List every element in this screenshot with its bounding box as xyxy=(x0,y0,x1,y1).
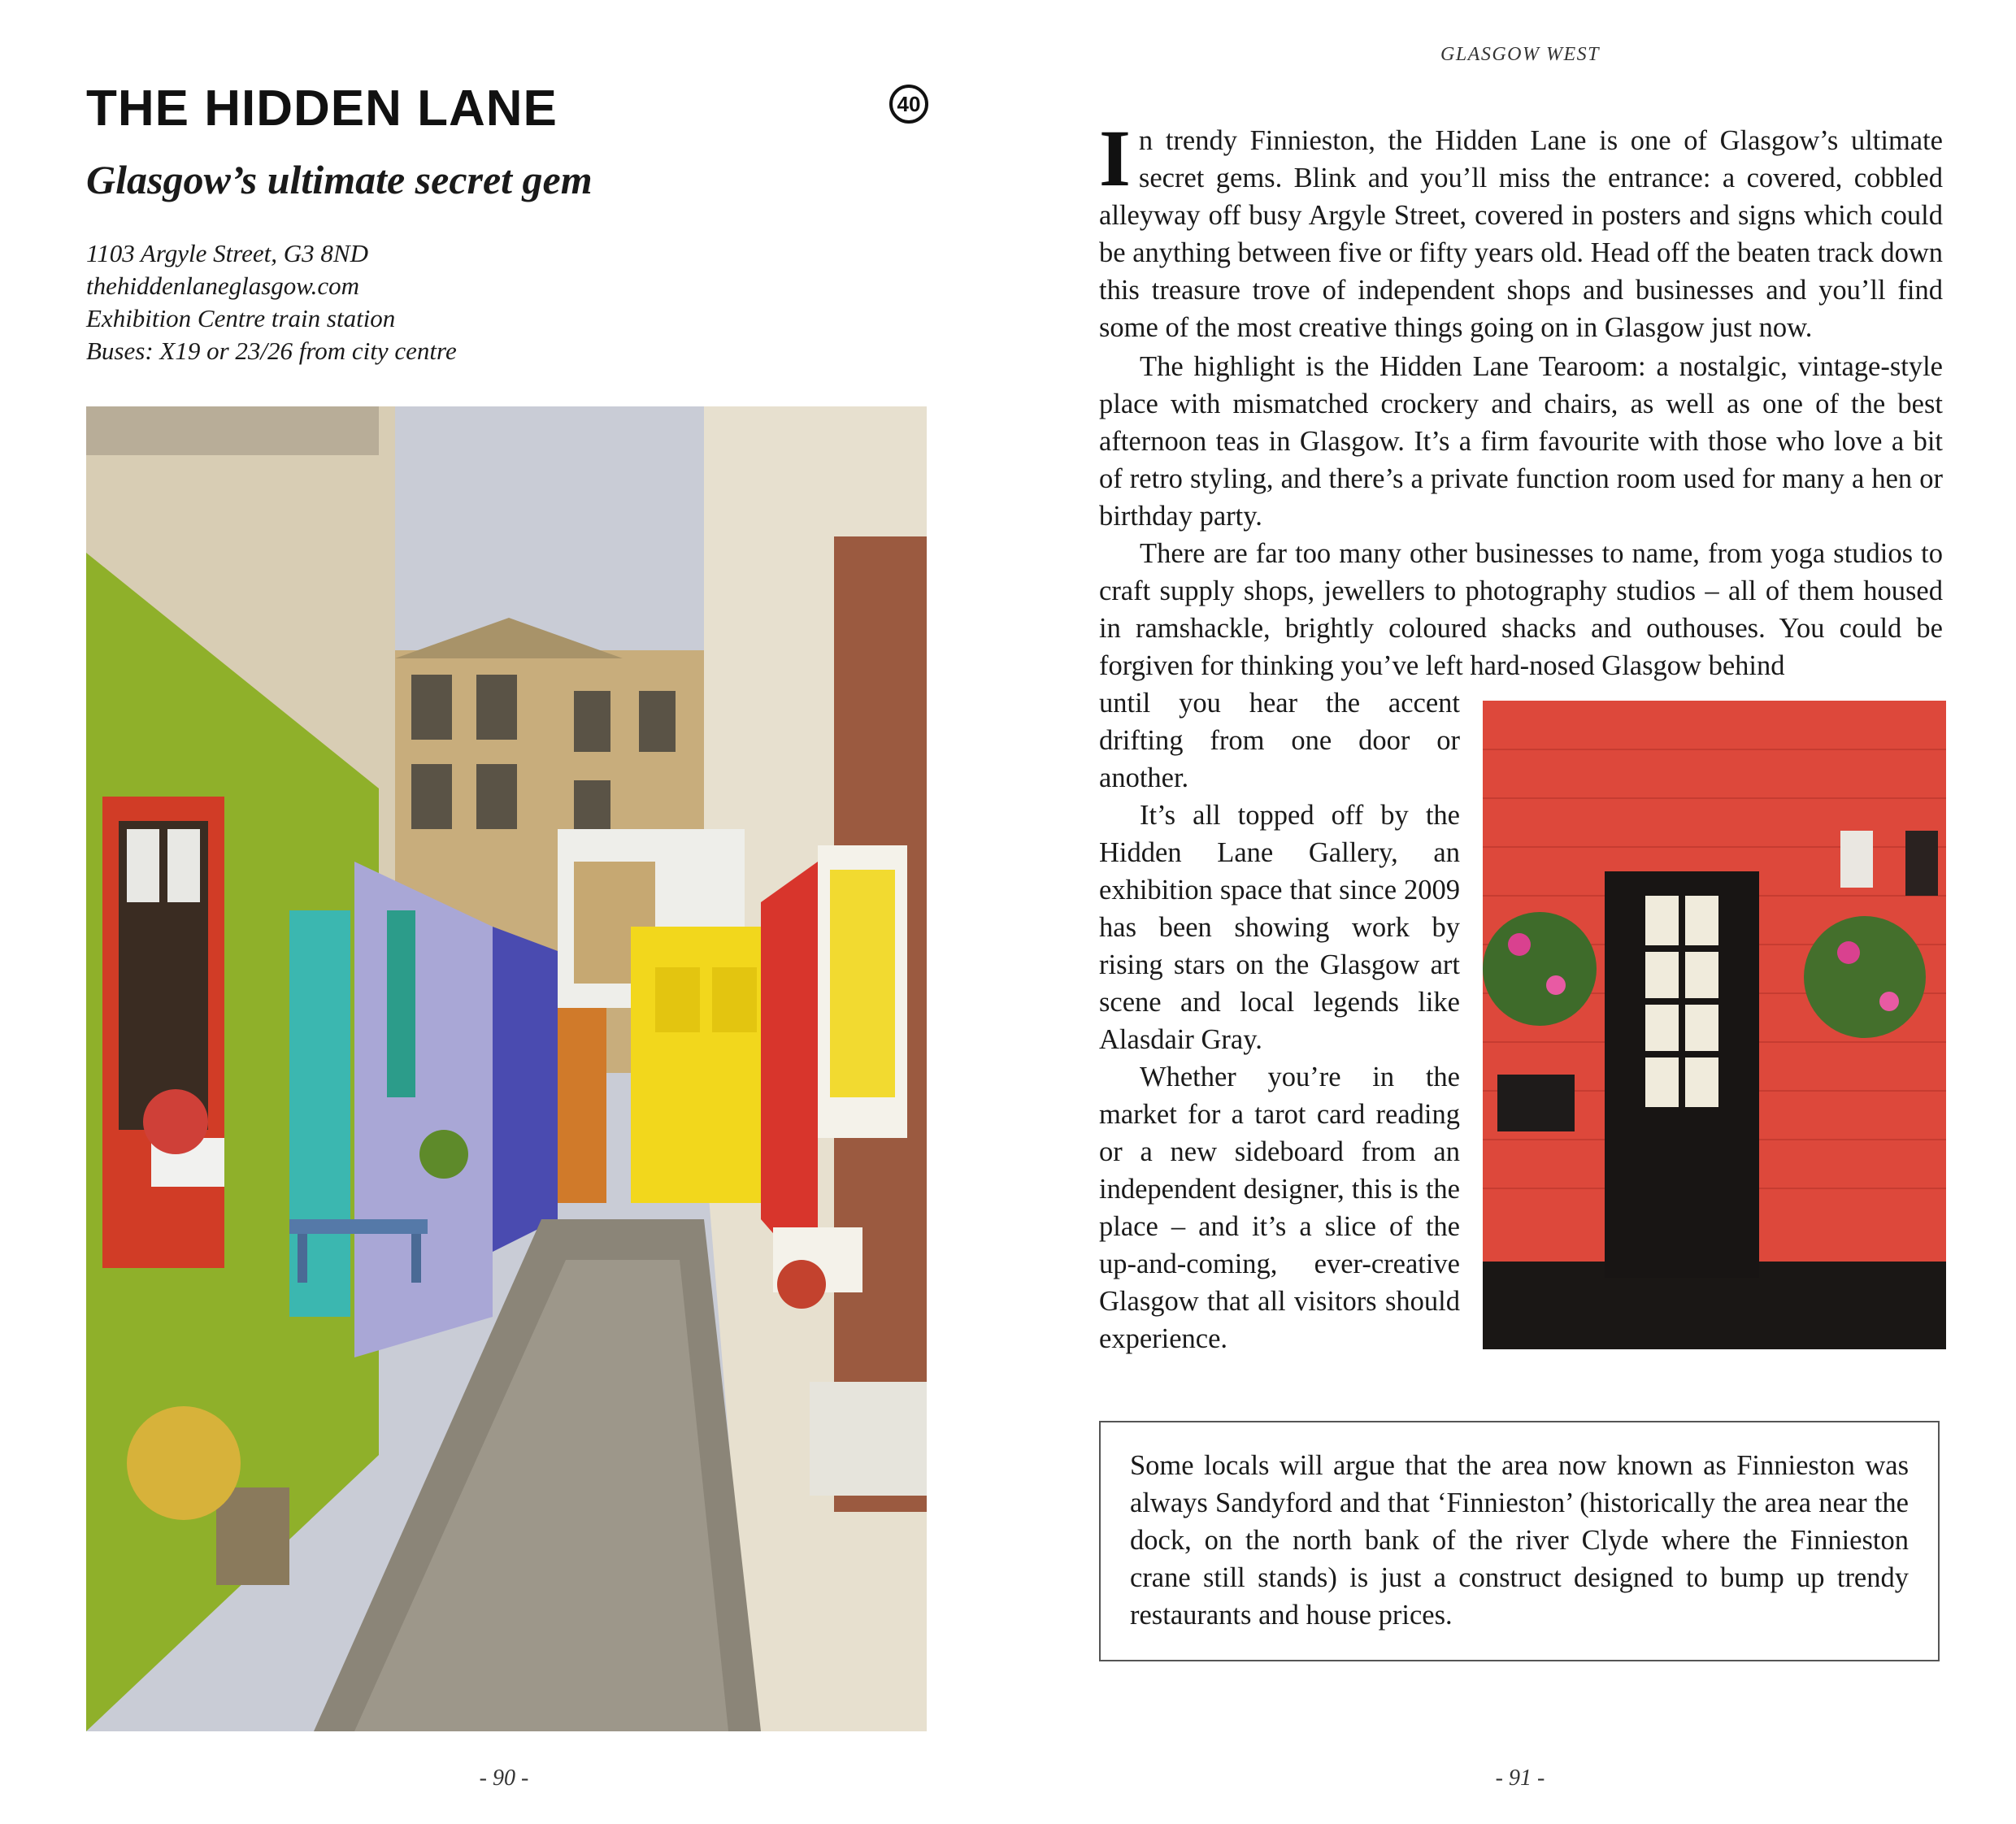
venue-info xyxy=(86,237,457,367)
venue-website: thehiddenlaneglasgow.com xyxy=(86,271,360,300)
venue-station: Exhibition Centre train station xyxy=(86,304,396,332)
paragraph-1 xyxy=(1099,113,1943,346)
red-wall-door-photo xyxy=(1483,701,1946,1349)
right-page xyxy=(1008,0,2016,1824)
drop-cap: I xyxy=(1099,113,1131,203)
paragraph-3-text: There are far too many other businesses to name, from yoga studios to craft supply shops, jewellers to photography studios – all of them housed in ramshackle, brightly coloured shacks and outhouses. You could be forgiven for thinking you’ve left hard-nosed Glasgow behind xyxy=(1099,538,1943,681)
paragraph-5 xyxy=(1099,1058,1460,1357)
paragraph-5-text: Whether you’re in the market for a tarot card reading or a new sideboard from an independent designer, this is the place – and it’s a slice of the up-and-coming, ever-creative Glasgow that all visitors should experience. xyxy=(1099,1062,1460,1354)
running-head: GLASGOW WEST xyxy=(1440,44,1600,65)
paragraph-4-text: It’s all topped off by the Hidden Lane Gallery, an exhibition space that since 2009 has been showing work by rising stars on the Glasgow art scene and local legends like Alasdair Gray. xyxy=(1099,800,1460,1055)
page-title: THE HIDDEN LANE xyxy=(86,80,558,137)
hidden-lane-photo xyxy=(86,406,927,1731)
venue-address: 1103 Argyle Street, G3 8ND xyxy=(86,239,368,267)
note-text: Some locals will argue that the area now known as Finnieston was always Sandyford and that ‘Finnieston’ (historically the area near the dock, on the north bank of the river Clyde where the Finnieston crane still stands) is just a construct designed to bump up trendy restaurants and house prices. xyxy=(1130,1450,1909,1631)
page-subtitle: Glasgow’s ultimate secret gem xyxy=(86,157,593,202)
paragraph-2 xyxy=(1099,348,1943,535)
venue-buses: Buses: X19 or 23/26 from city centre xyxy=(86,337,457,365)
paragraph-1-text: n trendy Finnieston, the Hidden Lane is one of Glasgow’s ultimate secret gems. Blink and you’ll miss the entrance: a covered, cobbled alleyway off busy Argyle Street, covered in posters and signs which could be anything between five or fifty years old. Head off the beaten track down this treasure trove of independent shops and businesses and you’ll find some of the most creative things going on in Glasgow just now. xyxy=(1099,125,1943,343)
entry-number-badge: 40 xyxy=(889,85,928,124)
paragraph-3-continued xyxy=(1099,684,1460,797)
paragraph-3 xyxy=(1099,535,1943,684)
paragraph-2-text: The highlight is the Hidden Lane Tearoom: a nostalgic, vintage-style place with mismatched crockery and chairs, as well as one of the best afternoon teas in Glasgow. It’s a firm favourite with those who love a bit of retro styling, and there’s a private function room used for many a hen or birthday party. xyxy=(1099,351,1943,532)
page-number-left: - 90 - xyxy=(479,1765,529,1791)
page-number-right: - 91 - xyxy=(1495,1765,1545,1791)
paragraph-4 xyxy=(1099,797,1460,1058)
note-box xyxy=(1099,1421,1940,1661)
paragraph-3-continued-text: until you hear the accent drifting from one door or another. xyxy=(1099,688,1460,793)
